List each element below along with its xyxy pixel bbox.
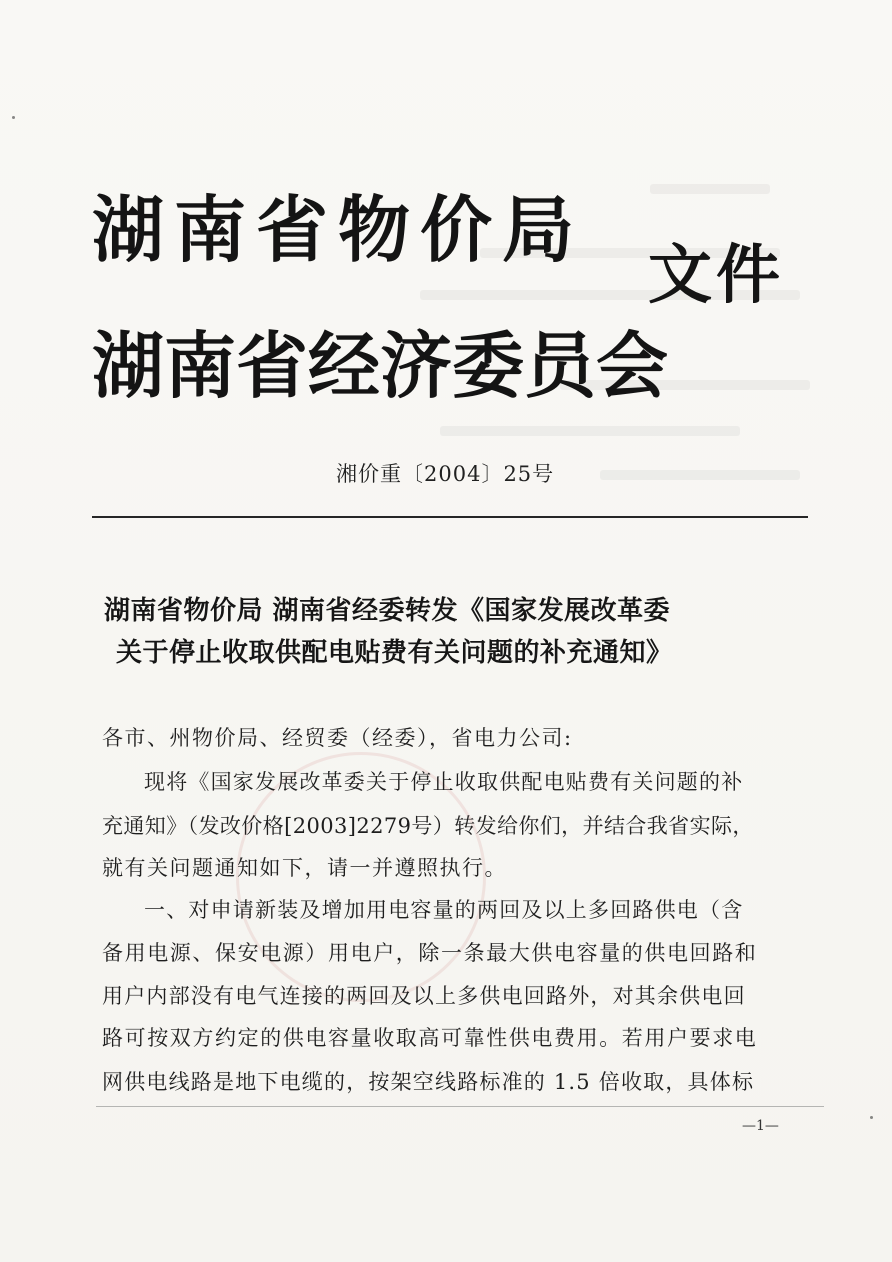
salutation: 各市、州物价局、经贸委（经委），省电力公司: [102,726,573,750]
bleed-through-mark [600,470,800,480]
paragraph-1-line: 充通知》（发改价格[2003]2279号）转发给你们，并结合我省实际， [102,814,754,838]
bleed-through-mark [440,426,740,436]
bleed-through-mark [650,184,770,194]
issuer-line-1: 湖南省物价局 [92,188,585,272]
footer-divider [96,1106,824,1107]
paragraph-1-line: 现将《国家发展改革委关于停止收取供配电贴费有关问题的补 [144,770,744,794]
document-number: 湘价重〔2004〕25号 [336,462,555,486]
paragraph-1-line: 就有关问题通知如下，请一并遵照执行。 [102,856,507,880]
document-title-line-2: 关于停止收取供配电贴费有关问题的补充通知》 [116,638,673,668]
doc-type-label: 文件 [648,239,784,313]
paragraph-2-line: 备用电源、保安电源）用电户，除一条最大供电容量的供电回路和 [102,941,758,965]
paragraph-2-line: 用户内部没有电气连接的两回及以上多供电回路外，对其余供电回 [102,984,746,1008]
scan-speck [12,116,15,119]
header-divider [92,516,808,518]
paragraph-2-line: 网供电线路是地下电缆的，按架空线路标准的 1.5 倍收取，具体标 [102,1070,755,1094]
paragraph-2-line: 路可按双方约定的供电容量收取高可靠性供电费用。若用户要求电 [102,1026,758,1050]
page-number: —1— [742,1118,779,1134]
scan-speck [870,1116,873,1119]
issuer-line-2: 湖南省经济委员会 [92,324,669,408]
document-title-line-1: 湖南省物价局 湖南省经委转发《国家发展改革委 [104,596,671,626]
paragraph-2-line: 一、对申请新装及增加用电容量的两回及以上多回路供电（含 [144,898,744,922]
